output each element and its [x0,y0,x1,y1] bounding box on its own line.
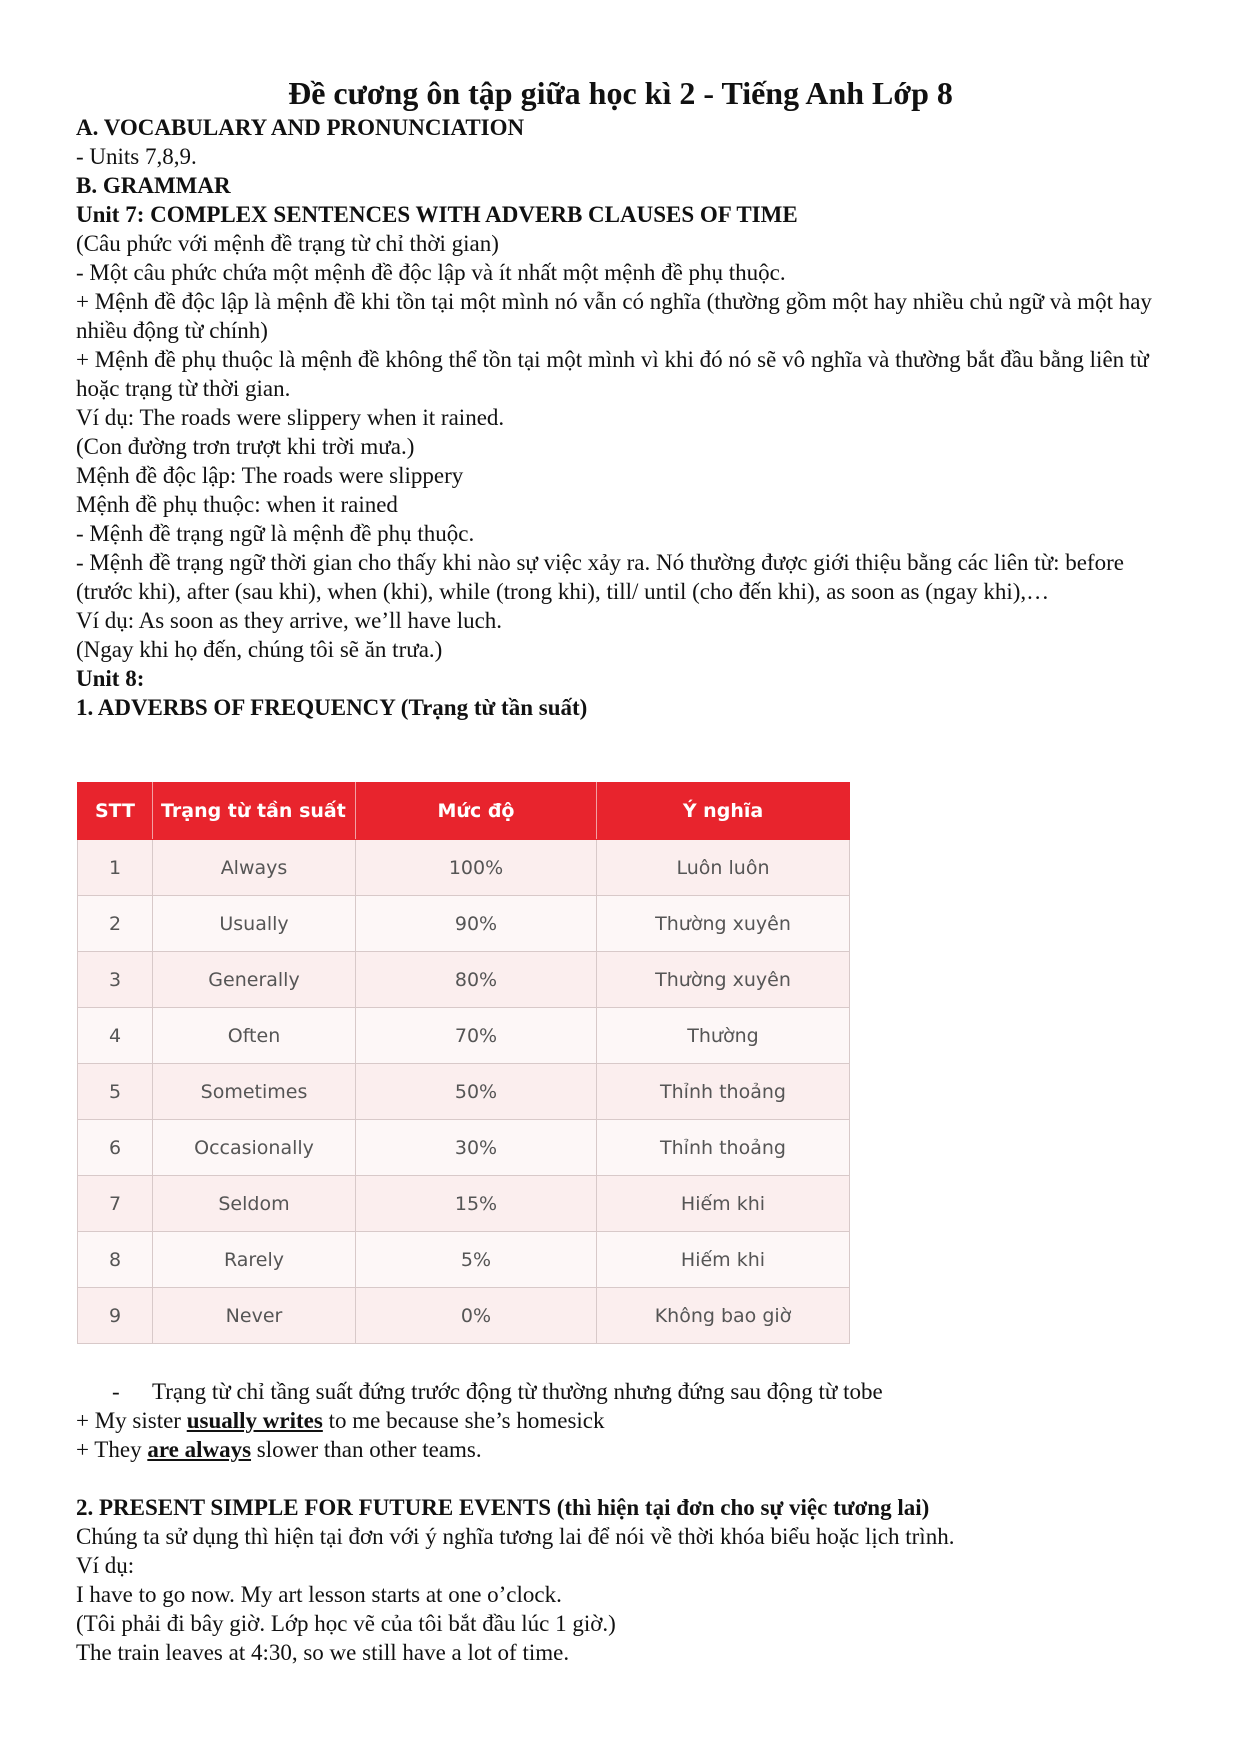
table-row [78,840,850,896]
note-line [76,1377,1186,1406]
cell-meaning: Không bao giờ [597,1288,850,1344]
table-row [78,1008,850,1064]
adverbs-of-frequency-heading: 1. ADVERBS OF FREQUENCY (Trạng từ tần suất) [76,695,588,720]
unit7-line: + Mệnh đề phụ thuộc là mệnh đề không thể tồn tại một mình vì khi đó nó sẽ vô nghĩa và thường bắt đầu bằng liên từ hoặc trạng từ thời gian. [76,347,1149,401]
cell-adverb: Occasionally [153,1120,356,1176]
example-post: to me because she’s homesick [322,1408,605,1433]
cell-adverb: Sometimes [153,1064,356,1120]
cell-level: 50% [356,1064,597,1120]
unit7-line: - Mệnh đề trạng ngữ thời gian cho thấy khi nào sự việc xảy ra. Nó thường được giới thiệu bằng các liên từ: before (trước khi), after (sau khi), when (khi), while (trong khi), till/ until (cho đến khi), as soon as (ngay khi),… [76,550,1124,604]
cell-level: 80% [356,952,597,1008]
cell-stt: 3 [78,952,153,1008]
frequency-table-wrapper [77,782,850,1344]
cell-level: 15% [356,1176,597,1232]
cell-stt: 7 [78,1176,153,1232]
spacer [76,1464,1186,1493]
unit7-line: Ví dụ: The roads were slippery when it rained. [76,405,505,430]
table-row [78,1064,850,1120]
unit8-heading: Unit 8: [76,666,145,691]
present-simple-line: I have to go now. My art lesson starts at one o’clock. [76,1582,562,1607]
example-pre: + My sister [76,1408,187,1433]
cell-stt: 1 [78,840,153,896]
cell-meaning: Thỉnh thoảng [597,1064,850,1120]
cell-meaning: Hiếm khi [597,1232,850,1288]
table-row [78,1288,850,1344]
cell-stt: 6 [78,1120,153,1176]
header-stt: STT [78,783,153,840]
cell-adverb: Never [153,1288,356,1344]
cell-stt: 2 [78,896,153,952]
header-level: Mức độ [356,783,597,840]
unit7-line: (Ngay khi họ đến, chúng tôi sẽ ăn trưa.) [76,637,443,662]
present-simple-line: (Tôi phải đi bây giờ. Lớp học vẽ của tôi bắt đầu lúc 1 giờ.) [76,1611,616,1636]
cell-meaning: Thường [597,1008,850,1064]
cell-level: 30% [356,1120,597,1176]
example-emphasis: usually writes [186,1408,323,1433]
section-a-heading: A. VOCABULARY AND PRONUNCIATION [76,115,525,140]
unit7-line: Ví dụ: As soon as they arrive, we’ll have luch. [76,608,503,633]
cell-meaning: Luôn luôn [597,840,850,896]
unit7-heading: Unit 7: COMPLEX SENTENCES WITH ADVERB CLAUSES OF TIME [76,202,798,227]
unit7-line: Mệnh đề độc lập: The roads were slippery [76,463,464,488]
table-body [78,840,850,1344]
example-emphasis: are always [147,1437,252,1462]
table-row [78,1120,850,1176]
example-line [76,1406,1186,1435]
cell-stt: 8 [78,1232,153,1288]
present-simple-line: Ví dụ: [76,1553,135,1578]
table-row [78,1232,850,1288]
table-row [78,896,850,952]
section-b-heading: B. GRAMMAR [76,173,231,198]
header-meaning: Ý nghĩa [597,783,850,840]
cell-stt: 9 [78,1288,153,1344]
unit7-line: (Câu phức với mệnh đề trạng từ chỉ thời gian) [76,231,499,256]
note-text: Trạng từ chỉ tầng suất đứng trước động từ thường nhưng đứng sau động từ tobe [152,1379,883,1404]
header-adverb: Trạng từ tần suất [153,783,356,840]
cell-level: 0% [356,1288,597,1344]
present-simple-line: Chúng ta sử dụng thì hiện tại đơn với ý nghĩa tương lai để nói về thời khóa biểu hoặc lịch trình. [76,1524,955,1549]
example-line [76,1435,1186,1464]
present-simple-line: The train leaves at 4:30, so we still have a lot of time. [76,1640,570,1665]
unit7-line: Mệnh đề phụ thuộc: when it rained [76,492,398,517]
cell-stt: 4 [78,1008,153,1064]
frequency-table [77,782,850,1344]
table-row [78,1176,850,1232]
document-title: Đề cương ôn tập giữa học kì 2 - Tiếng Anh Lớp 8 [288,75,953,111]
cell-adverb: Generally [153,952,356,1008]
unit7-line: + Mệnh đề độc lập là mệnh đề khi tồn tại một mình nó vẫn có nghĩa (thường gồm một hay nhiều chủ ngữ và một hay nhiều động từ chính) [76,289,1152,343]
present-simple-heading: 2. PRESENT SIMPLE FOR FUTURE EVENTS (thì hiện tại đơn cho sự việc tương lai) [76,1495,930,1520]
cell-level: 5% [356,1232,597,1288]
cell-adverb: Usually [153,896,356,952]
cell-meaning: Hiếm khi [597,1176,850,1232]
cell-adverb: Always [153,840,356,896]
table-row [78,952,850,1008]
unit7-line: (Con đường trơn trượt khi trời mưa.) [76,434,415,459]
cell-level: 100% [356,840,597,896]
example-post: slower than other teams. [251,1437,482,1462]
cell-meaning: Thường xuyên [597,896,850,952]
cell-meaning: Thường xuyên [597,952,850,1008]
unit7-line: - Một câu phức chứa một mệnh đề độc lập và ít nhất một mệnh đề phụ thuộc. [76,260,786,285]
cell-meaning: Thỉnh thoảng [597,1120,850,1176]
cell-level: 70% [356,1008,597,1064]
section-a-text: - Units 7,8,9. [76,144,197,169]
document-body [76,113,1186,722]
table-header-row [78,783,850,840]
unit7-line: - Mệnh đề trạng ngữ là mệnh đề phụ thuộc. [76,521,475,546]
after-table-content [76,1377,1186,1667]
cell-adverb: Rarely [153,1232,356,1288]
cell-stt: 5 [78,1064,153,1120]
example-pre: + They [76,1437,148,1462]
cell-adverb: Seldom [153,1176,356,1232]
note-dash: - [112,1379,120,1404]
cell-level: 90% [356,896,597,952]
cell-adverb: Often [153,1008,356,1064]
